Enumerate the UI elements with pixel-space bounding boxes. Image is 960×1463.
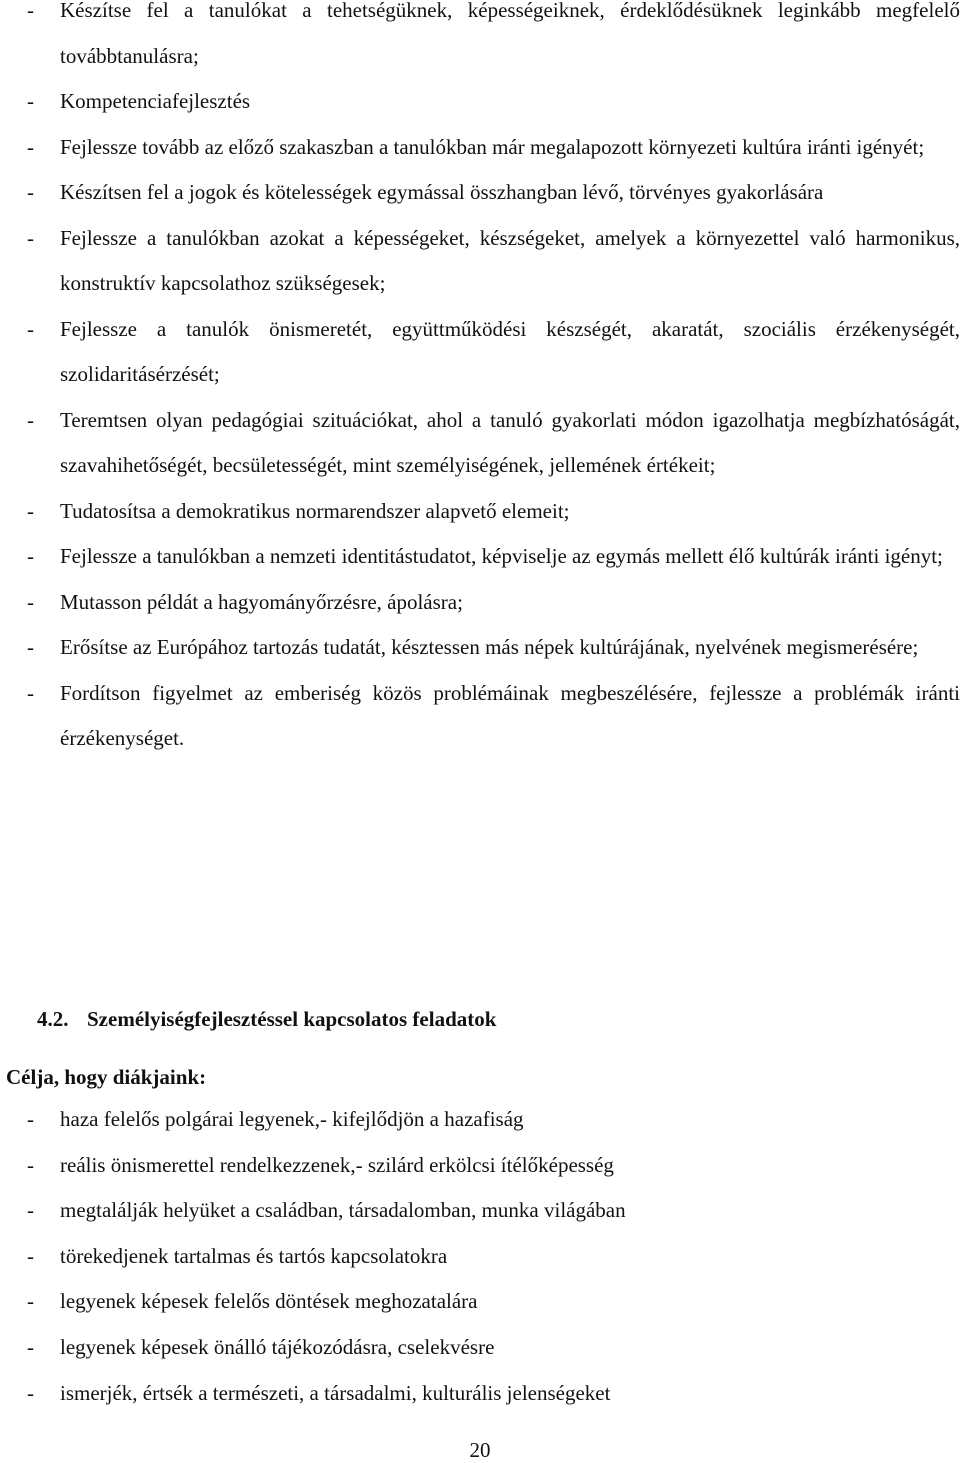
list-bullet: - bbox=[27, 1107, 34, 1131]
list-item bbox=[0, 170, 960, 216]
list-item bbox=[0, 1371, 960, 1417]
list-item bbox=[0, 1325, 960, 1371]
list-item-text: reális önismerettel rendelkezzenek,- szilárd erkölcsi ítélőképesség bbox=[60, 1152, 614, 1177]
list-item-text: Mutasson példát a hagyományőrzésre, ápolásra; bbox=[60, 589, 463, 614]
list-item-text: Fejlessze a tanulók önismeretét, együttműködési készségét, akaratát, szociális érzékenységét, szolidaritásérzését; bbox=[60, 316, 960, 386]
list-item-text: megtalálják helyüket a családban, társadalomban, munka világában bbox=[60, 1198, 626, 1223]
goals-list bbox=[0, 1097, 960, 1416]
list-bullet: - bbox=[27, 498, 34, 523]
list-bullet: - bbox=[27, 544, 34, 568]
list-bullet: - bbox=[27, 1289, 34, 1314]
list-item-text: Készítse fel a tanulókat a tehetségüknek, képességeiknek, érdeklődésüknek leginkább megfelelő továbbtanulásra; bbox=[60, 0, 960, 68]
list-item bbox=[0, 534, 960, 580]
page-number: 20 bbox=[469, 1438, 491, 1462]
section-number: 4.2. bbox=[37, 1007, 69, 1031]
list-item bbox=[0, 489, 960, 535]
list-item bbox=[0, 1143, 960, 1189]
list-item-text: ismerjék, értsék a természeti, a társadalmi, kulturális jelenségeket bbox=[60, 1380, 611, 1405]
list-item-text: Kompetenciafejlesztés bbox=[60, 89, 251, 113]
list-item-text: Készítsen fel a jogok és kötelességek egymással összhangban lévő, törvényes gyakorlására bbox=[60, 180, 824, 204]
list-item bbox=[0, 580, 960, 626]
list-item-text: Fejlessze tovább az előző szakaszban a tanulókban már megalapozott környezeti kultúra iránti igényét; bbox=[60, 134, 925, 159]
list-bullet: - bbox=[27, 316, 34, 341]
list-item bbox=[0, 79, 960, 125]
list-item bbox=[0, 216, 960, 307]
list-item-text: legyenek képesek önálló tájékozódásra, cselekvésre bbox=[60, 1334, 495, 1359]
list-item-text: Fejlessze a tanulókban a nemzeti identitástudatot, képviselje az egymás mellett élő kultúrák iránti igényt; bbox=[60, 544, 943, 568]
list-item bbox=[0, 398, 960, 489]
list-item-text: Fordítson figyelmet az emberiség közös problémáinak megbeszélésére, fejlessze a problémák iránti érzékenységet. bbox=[60, 680, 960, 750]
list-bullet: - bbox=[27, 635, 34, 659]
list-bullet: - bbox=[27, 180, 34, 204]
list-item-text: legyenek képesek felelős döntések meghozatalára bbox=[60, 1289, 478, 1314]
list-item bbox=[0, 1188, 960, 1234]
list-bullet: - bbox=[27, 0, 34, 22]
list-item bbox=[0, 307, 960, 398]
list-bullet: - bbox=[27, 680, 34, 705]
list-item bbox=[0, 1097, 960, 1143]
list-bullet: - bbox=[27, 89, 34, 113]
list-bullet: - bbox=[27, 225, 34, 250]
section-heading bbox=[37, 1002, 496, 1036]
list-bullet: - bbox=[27, 407, 34, 432]
list-bullet: - bbox=[27, 134, 34, 159]
goal-intro: Célja, hogy diákjaink: bbox=[6, 1065, 207, 1089]
list-bullet: - bbox=[27, 1198, 34, 1223]
list-item bbox=[0, 671, 960, 762]
list-item-text: Teremtsen olyan pedagógiai szituációkat, ahol a tanuló gyakorlati módon igazolhatja megbízhatóságát, szavahihetőségét, becsületességét, mint személyiségének, jellemének értékeit; bbox=[60, 407, 960, 477]
list-bullet: - bbox=[27, 1334, 34, 1359]
list-item-text: törekedjenek tartalmas és tartós kapcsolatokra bbox=[60, 1243, 448, 1268]
list-bullet: - bbox=[27, 1152, 34, 1177]
list-item-text: Fejlessze a tanulókban azokat a képességeket, készségeket, amelyek a környezettel való harmonikus, konstruktív kapcsolathoz szükségesek; bbox=[60, 225, 960, 295]
list-item-text: haza felelős polgárai legyenek,- kifejlődjön a hazafiság bbox=[60, 1107, 524, 1131]
list-item bbox=[0, 0, 960, 79]
list-item bbox=[0, 1234, 960, 1280]
list-item bbox=[0, 625, 960, 671]
list-bullet: - bbox=[27, 589, 34, 614]
list-bullet: - bbox=[27, 1380, 34, 1405]
list-bullet: - bbox=[27, 1243, 34, 1268]
list-item bbox=[0, 125, 960, 171]
section-title: Személyiségfejlesztéssel kapcsolatos feladatok bbox=[87, 1007, 497, 1031]
list-item-text: Erősítse az Európához tartozás tudatát, késztessen más népek kultúrájának, nyelvének megismerésére; bbox=[60, 635, 919, 659]
list-item-text: Tudatosítsa a demokratikus normarendszer alapvető elemeit; bbox=[60, 498, 570, 523]
list-item bbox=[0, 1279, 960, 1325]
